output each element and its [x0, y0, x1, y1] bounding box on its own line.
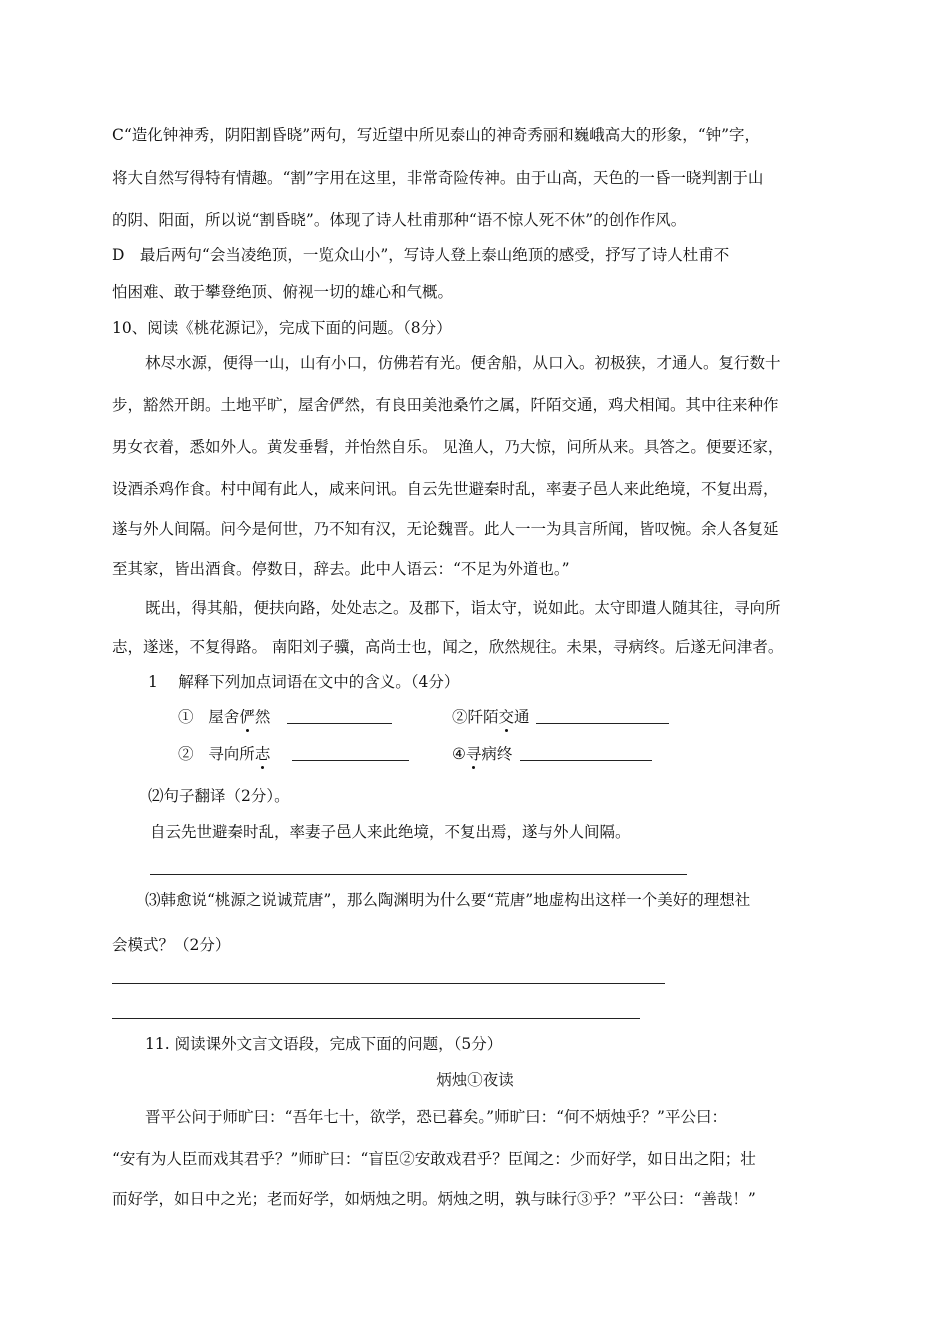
option-c-line-3: 的阴、阳面，所以说“割昏晓”。体现了诗人杜甫那种“语不惊人死不休”的创作作风。: [112, 211, 687, 229]
answer-blank-4[interactable]: [520, 746, 652, 761]
item-text-pre: 寻向所: [208, 745, 255, 763]
question-11-title: 11. 阅读课外文言文语段，完成下面的问题，（5分）: [145, 1035, 503, 1053]
passage-line: 遂与外人间隔。问今是何世，乃不知有汉，无论魏晋。此人一一为具言所闻，皆叹惋。余人各复延: [112, 520, 779, 538]
vocab-item-3: [178, 744, 270, 764]
passage-line: 志，遂迷，不复得路。 南阳刘子骥，高尚士也，闻之，欣然规往。未果，寻病终。后遂无问津者。: [112, 638, 784, 656]
option-d-line-1: D 最后两句“会当凌绝顶，一览众山小”，写诗人登上泰山绝顶的感受，抒写了诗人杜甫不: [112, 246, 730, 264]
item-text-post: 然: [254, 708, 271, 726]
passage-line: 步，豁然开朗。土地平旷，屋舍俨然，有良田美池桑竹之属，阡陌交通，鸡犬相闻。其中往来种作: [112, 396, 779, 414]
passage-line: 设酒杀鸡作食。村中闻有此人，咸来问讯。自云先世避秦时乱，率妻子邑人来此绝境，不复出焉，: [112, 480, 779, 498]
dotted-char: 志: [254, 745, 271, 763]
answer-line[interactable]: [112, 983, 665, 984]
item-number: ①: [178, 708, 194, 726]
sub-question-3-line-1: ⑶韩愈说“桃源之说诚荒唐”，那么陶渊明为什么要“荒唐”地虚构出这样一个美好的理想社: [145, 891, 751, 909]
answer-blank-3[interactable]: [292, 746, 409, 761]
passage-line: 既出，得其船，便扶向路，处处志之。及郡下，诣太守，说如此。太守即遣人随其往，寻向所: [145, 599, 781, 617]
answer-line[interactable]: [150, 874, 687, 875]
answer-blank-1[interactable]: [287, 709, 392, 724]
text-line: “安有为人臣而戏其君乎？”师旷曰：“盲臣②安敢戏君乎？臣闻之：少而好学，如日出之阳；壮: [112, 1150, 756, 1168]
sub-question-3-line-2: 会模式？（2分）: [112, 936, 231, 954]
passage-line: 林尽水源，便得一山，山有小口，仿佛若有光。便舍船，从口入。初极狭，才通人。复行数十: [145, 354, 781, 372]
sub-question-1: 1 解释下列加点词语在文中的含义。（4分）: [148, 673, 460, 691]
item-text-post: 通: [514, 708, 530, 726]
item-text-post: 病终: [481, 745, 513, 763]
answer-line[interactable]: [112, 1018, 640, 1019]
item-number: ②: [178, 745, 194, 763]
text-line: 而好学，如日中之光；老而好学，如炳烛之明。炳烛之明，孰与昧行③乎？”平公曰：“善哉！”: [112, 1190, 756, 1208]
dotted-char: 寻: [465, 745, 482, 763]
text-heading: 炳烛①夜读: [436, 1071, 514, 1089]
translation-sentence: 自云先世避秦时乱，率妻子邑人来此绝境，不复出焉，遂与外人间隔。: [150, 823, 631, 841]
dotted-char: 交: [498, 708, 515, 726]
option-c-line-2: 将大自然写得特有情趣。“割”字用在这里，非常奇险传神。由于山高，天色的一昏一晓判割于山: [112, 169, 764, 187]
passage-line: 男女衣着，悉如外人。黄发垂髫，并怡然自乐。 见渔人，乃大惊，问所从来。具答之。便要还家，: [112, 438, 784, 456]
vocab-item-2: [452, 707, 530, 727]
option-c-line-1: C“造化钟神秀，阴阳割昏晓”两句，写近望中所见泰山的神奇秀丽和巍峨高大的形象，“钟”字，: [112, 126, 761, 144]
passage-line: 至其家，皆出酒食。停数日，辞去。此中人语云：“不足为外道也。”: [112, 560, 570, 578]
sub-question-2: ⑵句子翻译（2分）。: [148, 787, 290, 805]
vocab-item-4: [452, 744, 512, 764]
item-number: ④: [452, 745, 466, 763]
vocab-item-1: [178, 707, 270, 727]
item-text-pre: 屋舍: [208, 708, 240, 726]
text-line: 晋平公问于师旷曰：“吾年七十，欲学，恐已暮矣。”师旷曰：“何不炳烛乎？”平公曰：: [145, 1108, 727, 1126]
item-number: ②: [452, 708, 468, 726]
item-text-pre: 阡陌: [467, 708, 499, 726]
question-10-title: 10、阅读《桃花源记》，完成下面的问题。（8分）: [112, 319, 452, 337]
option-d-line-2: 怕困难、敢于攀登绝顶、俯视一切的雄心和气概。: [112, 283, 454, 301]
answer-blank-2[interactable]: [536, 709, 669, 724]
dotted-char: 俨: [239, 708, 255, 726]
